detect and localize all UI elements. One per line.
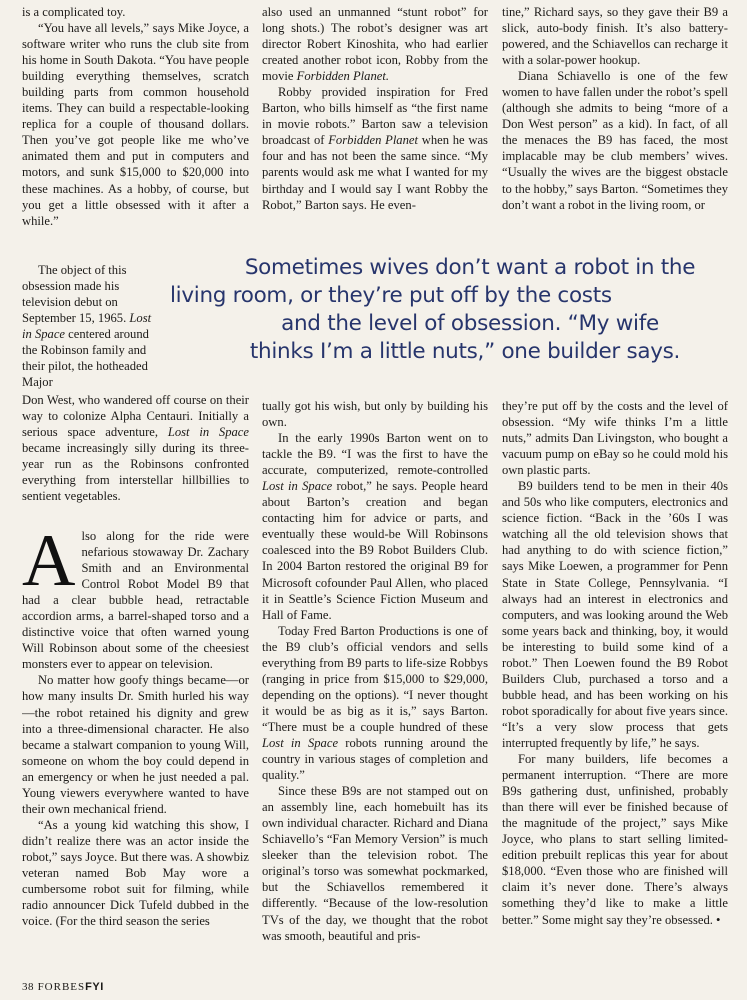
paragraph bbox=[22, 392, 249, 504]
paragraph: tually got his wish, but only by building his own. bbox=[262, 399, 488, 430]
paragraph: No matter how goofy things became—or how many insults Dr. Smith hurled his way—the robot retained his dignity and grew into a three-dimensional character. He also became a stalwart companion to young Will, someone on whom the boy could depend in an emergency or when he just needed a pal. Young viewers everywhere wanted to have their own mechanical friend. bbox=[22, 673, 249, 816]
page-footer bbox=[22, 981, 104, 993]
text-run: when he was four and has not been the same since. “My parents would ask me what I wanted for my birthday and I would say I want Robby the Robot,” Barton says. He even- bbox=[262, 133, 488, 212]
text-run: lso along for the ride were nefarious stowaway Dr. Zachary Smith and an Environmental Control Robot Model B9 that had a clear bubble head, retractable accordion arms, a barrel-shaped torso and a distinctive voice that often warned young Will Robinson about some of the cheesiest monsters ever to appear on television. bbox=[22, 529, 249, 672]
text-run: robot,” he says. People heard about Barton’s creation and began contacting him for advice or parts, and eventually these would-be Will Robinsons coalesced into the B9 Robot Builders Club. In 2004 Barton restored the original B9 for Microsoft cofounder Paul Allen, who placed it in Seattle’s Science Fiction Museum and Hall of Fame. bbox=[262, 479, 488, 622]
pull-quote-line: living room, or they’re put off by the costs bbox=[170, 283, 612, 308]
paragraph: “As a young kid watching this show, I didn’t realize there was an actor inside the robot,” says Joyce. But there was. A showbiz veteran named Bob May wore a cumbersome robot suit for filming, while radio announcer Dick Tufeld dubbed in the voice. (For the third season the series bbox=[22, 817, 249, 929]
paragraph: Since these B9s are not stamped out on an assembly line, each homebuilt has its own individual character. Richard and Diana Schiavello’s “Fan Memory Version” is much sleeker than the television robot. The original’s torso was somewhat pockmarked, but the Schiavellos remembered it differently. “Because of the low-resolution TVs of the day, we thought that the robot was smooth, beautiful and pris- bbox=[262, 784, 488, 943]
text-run: also used an unmanned “stunt robot” for long shots.) The robot’s designer was art director Robert Kinoshita, who had earlier created another robot icon, Robby from the movie bbox=[262, 5, 488, 84]
text-run: Don West, who wandered off course on their way to colonize Alpha Centauri. Initially a serious space adventure, bbox=[22, 393, 249, 440]
text-run: robots running around the country in various stages of completion and quality.” bbox=[262, 735, 488, 783]
paragraph: B9 builders tend to be men in their 40s and 50s who like computers, electronics and science fiction. “Back in the ’60s I was watching all the old television shows that had anything to do with science fiction,” says Mike Loewen, a programmer for Penn State in State College, Pennsylvania. “I always had an interest in electronics and computers, and was looking around the Web some years back and thinking, boy, it would be interesting to build some kind of a robot.” Then Loewen found the B9 Robot Builders Club, purchased a torso and a bubble head, and has been working on his robot sporadically for about five years since. “It’s a very slow process that gets interrupted frequently by life,” he says. bbox=[502, 479, 728, 750]
italic-title: Lost in Space bbox=[262, 735, 339, 750]
italic-title: Lost in Space bbox=[167, 425, 249, 440]
column-1-middle bbox=[22, 392, 249, 522]
paragraph: tine,” Richard says, so they gave their B9 a slick, auto-body finish. It’s also battery-powered, and the Schiavellos can recharge it with a solar-power hookup. bbox=[502, 5, 728, 68]
paragraph bbox=[22, 262, 152, 390]
paragraph: they’re put off by the costs and the level of obsession. “My wife thinks I’m a little nuts,” admits Dan Livingston, who bought a vacuum pump on eBay so he could mold his own plastic parts. bbox=[502, 399, 728, 478]
text-run: The object of this obsession made his television debut on September 15, 1965. bbox=[22, 263, 127, 326]
column-3-top bbox=[502, 4, 728, 254]
italic-title: Forbidden Planet bbox=[328, 133, 418, 148]
paragraph: Diana Schiavello is one of the few women to have fallen under the robot’s spell (although she admits to being “more of a Don West person” as a kid). In fact, of all the menaces the B9 has faced, the most implacable may be club members’ wives. “Usually the wives are the biggest obstacle to the hobby,” says Barton. “Sometimes they don’t want a robot in the living room, or bbox=[502, 69, 728, 212]
text-run: centered around the Robinson family and their pilot, the hotheaded Major bbox=[22, 327, 149, 390]
italic-title: Lost in Space bbox=[22, 311, 152, 342]
page-number: 38 bbox=[22, 981, 34, 993]
text-run: Robby provided inspiration for Fred Barton, who bills himself as “the first name in movie robots.” Barton saw a television broadcast of bbox=[262, 85, 488, 148]
paragraph bbox=[262, 430, 488, 623]
text-run: Today Fred Barton Productions is one of the B9 club’s official vendors and sells everything from B9 parts to life-size Robbys (ranging in price from $15,000 to $29,000, depending on the options). “I never thought it would be as big as it is,” says Barton. “There must be a couple hundred of these bbox=[262, 623, 488, 734]
pull-quote-line: thinks I’m a little nuts,” one builder says. bbox=[249, 339, 681, 364]
pull-quote bbox=[160, 254, 740, 366]
paragraph-dropcap bbox=[22, 528, 249, 672]
column-1-top bbox=[22, 4, 249, 274]
drop-cap: A bbox=[22, 528, 76, 602]
paragraph: “You have all levels,” says Mike Joyce, a software writer who runs the club site from his home in South Dakota. “You have people building everything themselves, scratch building parts from common household items. They can build a respectable-looking replica for a couple of thousand dollars. Then you’ve got people like me who’ve animated them and put in computers and motors, and sunk $15,000 to $20,000 into these machines. As a hobby, of course, but you get a little obsessed with it after a while.” bbox=[22, 21, 249, 228]
column-2-bottom bbox=[262, 398, 488, 978]
paragraph bbox=[262, 4, 488, 84]
column-2-top bbox=[262, 4, 488, 254]
pull-quote-line: Sometimes wives don’t want a robot in the bbox=[244, 255, 696, 280]
italic-title: Forbidden Planet. bbox=[296, 69, 389, 84]
text-run: In the early 1990s Barton went on to tackle the B9. “I was the first to have the accurate, computerized, remote-controlled bbox=[262, 431, 488, 478]
magazine-name: FORBES bbox=[37, 981, 86, 993]
paragraph bbox=[262, 623, 488, 783]
column-1-narrow bbox=[22, 262, 152, 394]
paragraph: For many builders, life becomes a permanent interruption. “There are more B9s gathering dust, unfinished, probably than there will ever be finished because of the magnitude of the project,” says Mike Joyce, who plans to start selling limited-edition prebuilt replicas this year for about $18,000. “Even those who are finished will claim it’s never done. There’s always something they’d like to make a little better.” Some might say they’re obsessed. • bbox=[502, 752, 728, 927]
paragraph bbox=[262, 84, 488, 212]
section-name: FYI bbox=[85, 981, 104, 993]
column-3-bottom bbox=[502, 398, 728, 978]
column-1-lower bbox=[22, 528, 249, 968]
paragraph: is a complicated toy. bbox=[22, 5, 126, 19]
italic-title: Lost in Space bbox=[262, 479, 333, 494]
pull-quote-line: and the level of obsession. “My wife bbox=[281, 311, 659, 336]
text-run: became increasingly silly during its three-year run as the Robinsons confronted everything from interstellar hillbillies to sentient vegetables. bbox=[22, 441, 249, 504]
